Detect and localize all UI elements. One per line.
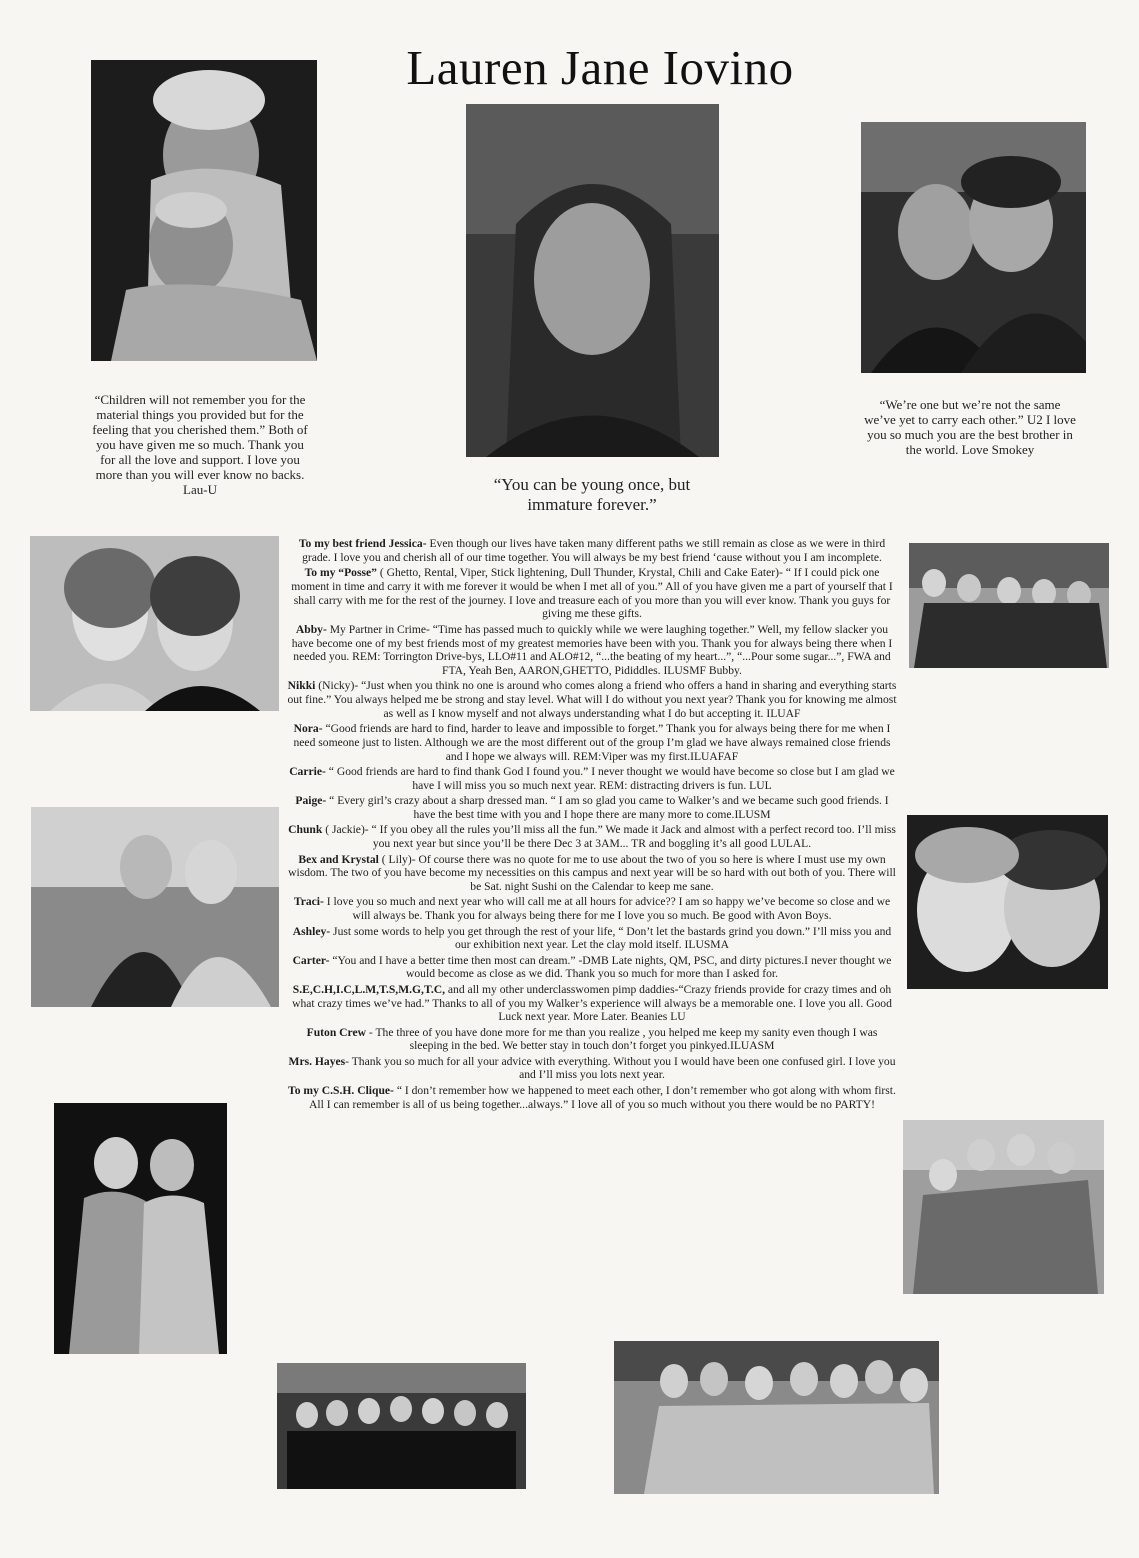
message-recipient: Nora-	[293, 722, 323, 736]
message-text: ( Lily)- Of course there was no quote for me to use about the two of you so here is where I must use my own wisdom. The two of you have become my necessities on this campus and next year will be so hard with out both of you. There will be Sat. night Sushi on the Calendar to keep me sane.	[288, 852, 896, 894]
message-recipient: To my C.S.H. Clique-	[288, 1083, 394, 1097]
message-text: “You and I have a better time then most can dream.” -DMB Late nights, QM, PSC, and dirty pictures.I never thought we would become as close as we did. Thank you so much for more than I asked for.	[329, 953, 892, 981]
message-recipient: Nikki	[287, 679, 316, 693]
message-paragraph	[286, 623, 898, 678]
messages-block	[286, 537, 898, 1113]
photo-parents	[91, 60, 317, 361]
message-text: and all my other underclasswomen pimp daddies-“Crazy friends provide for crazy times and oh what crazy times we’ve had.” Thanks to all of you my Walker’s experience will always be a memorable one. I love you all. Good Luck next year. More Later. Beanies LU	[292, 982, 892, 1024]
message-text: (Nicky)- “Just when you think no one is around who comes along a friend who offers a hand in sharing and everything starts out fine.” You always helped me be strong and stay level. What will I do without you next year? Thank you for knowing me almost as well as I know myself and not always understanding what I do but accepting it. ILUAF	[287, 679, 897, 721]
message-text: I love you so much and next year who will call me at all hours for advice?? I am so happy we’ve become so close and we will always be. Thank you for always being there for me I love you so much. Be good with Avon Boys.	[323, 895, 891, 923]
caption-main-quote: “You can be young once, but immature forever.”	[493, 475, 691, 514]
message-text: My Partner in Crime- “Time has passed much to quickly while we were laughing together.” Well, my fellow slacker you have become one of my best friends most of my greatest memories have been with you. Thank you for always being there when I needed you. REM: Torrington Drive-bys, LLO#11 and ALO#12, “...the beating of my heart...”, “...Pour some sugar...”, FWA and FTA, Yeah Ben, AARON,GHETTO, Pididdles. ILUSMF Bubby.	[291, 622, 893, 678]
message-recipient: Ashley-	[292, 924, 331, 938]
message-text: ( Jackie)- “ If you obey all the rules you’ll miss all the fun.” We made it Jack and almost with a perfect record too. I’ll miss you next year but since you’ll be there Dec 3 at 3AM... TR and boggling it’s all good LULAL.	[322, 823, 896, 851]
message-recipient: S.E,C.H,I.C,L.M,T.S,M.G,T.C,	[292, 982, 446, 996]
message-recipient: To my “Posse”	[304, 566, 377, 580]
photo-group-parking-lot	[614, 1341, 939, 1494]
photo-two-friends	[30, 536, 279, 711]
message-paragraph	[286, 765, 898, 793]
photo-group-lake	[903, 1120, 1104, 1294]
message-paragraph	[286, 794, 898, 822]
message-recipient: Carrie-	[289, 765, 326, 779]
photo-friends-couch	[31, 807, 279, 1007]
message-recipient: Paige-	[295, 794, 327, 808]
message-paragraph	[286, 1084, 898, 1112]
caption-parents: “Children will not remember you for the material things you provided but for the feeling that you cherished them.” Both of you have given me so much. Thank you for all the love and support. I love you more than you will ever know no backs. Lau-U	[92, 392, 308, 497]
message-recipient: Traci-	[293, 895, 324, 909]
message-text: - The three of you have done more for me than you realize , you helped me keep my sanity even though I was sleeping in the bed. We better stay in touch don’t forget you pinkyed.ILUASM	[366, 1025, 878, 1053]
message-recipient: Bex and Krystal	[298, 852, 379, 866]
message-recipient: To my best friend Jessica-	[298, 537, 427, 550]
message-text: Just some words to help you get through the rest of your life, “ Don’t let the bastards grind you down.” I’ll miss you and our exhibition next year. Let the clay mold itself. ILUSMA	[330, 924, 892, 952]
message-paragraph	[286, 1026, 898, 1054]
photo-brother	[861, 122, 1086, 373]
caption-brother: “We’re one but we’re not the same we’ve yet to carry each other.” U2 I love you so much you are the best brother in the world. Love Smokey	[864, 397, 1076, 457]
message-text: “ I don’t remember how we happened to meet each other, I don’t remember who got along with whom first. All I can remember is all of us being together...always.” I love all of you so much without you there would be no PARTY!	[309, 1083, 896, 1111]
message-paragraph	[286, 537, 898, 565]
page-title: Lauren Jane Iovino	[406, 40, 794, 95]
photo-group-black-shirts	[277, 1363, 526, 1489]
message-text: “ Good friends are hard to find thank God I found you.” I never thought we would have become so close but I am glad we have I will miss you so much next year. REM: distracting drivers is fun. LUL	[325, 765, 895, 793]
message-paragraph	[286, 983, 898, 1024]
message-paragraph	[286, 566, 898, 621]
message-text: “Good friends are hard to find, harder to leave and impossible to forget.” Thank you for always being there for me when I need someone just to listen. Although we are the most different out of the group I’m glad we have always remained close friends and I hope we always will. REM:Viper was my first.ILUAFAF	[293, 722, 891, 763]
photo-costumes	[54, 1103, 227, 1354]
message-recipient: Mrs. Hayes	[288, 1054, 346, 1068]
photo-group-outdoors	[909, 543, 1109, 668]
message-text: “ Every girl’s crazy about a sharp dressed man. “ I am so glad you came to Walker’s and we became such good friends. I have the best time with you and I hope there are many more to come.ILUSM	[326, 794, 889, 822]
message-paragraph	[286, 1055, 898, 1083]
message-paragraph	[286, 954, 898, 982]
message-recipient: Abby-	[295, 622, 327, 636]
message-paragraph	[286, 925, 898, 953]
message-paragraph	[286, 722, 898, 763]
message-text: ( Ghetto, Rental, Viper, Stick lightening, Dull Thunder, Krystal, Chili and Cake Eater)- “ If I could pick one moment in time and carry it with me forever it would be when I met all of you.” All of you have given me a part of yourself that I shall carry with me for the rest of the journey. I love and treasure each of you more than you will ever know. Thank you guys for giving me these gifts.	[291, 566, 893, 621]
message-recipient: Chunk	[288, 823, 323, 837]
message-recipient: Carter-	[292, 953, 330, 967]
message-recipient: Futon Crew	[306, 1025, 366, 1039]
message-text: Even though our lives have taken many different paths we still remain as close as we were in third grade. I love you and cherish all of our time together. You will always be my best friend ‘cause without you I am incomplete.	[302, 537, 886, 564]
message-paragraph	[286, 823, 898, 851]
message-text: - Thank you so much for all your advice with everything. Without you I would have been one confused girl. I love you and I’ll miss you lots next year.	[345, 1054, 896, 1082]
photo-silly-faces	[907, 815, 1108, 989]
message-paragraph	[286, 895, 898, 923]
message-paragraph	[286, 679, 898, 720]
message-paragraph	[286, 853, 898, 894]
photo-portrait	[466, 104, 719, 457]
